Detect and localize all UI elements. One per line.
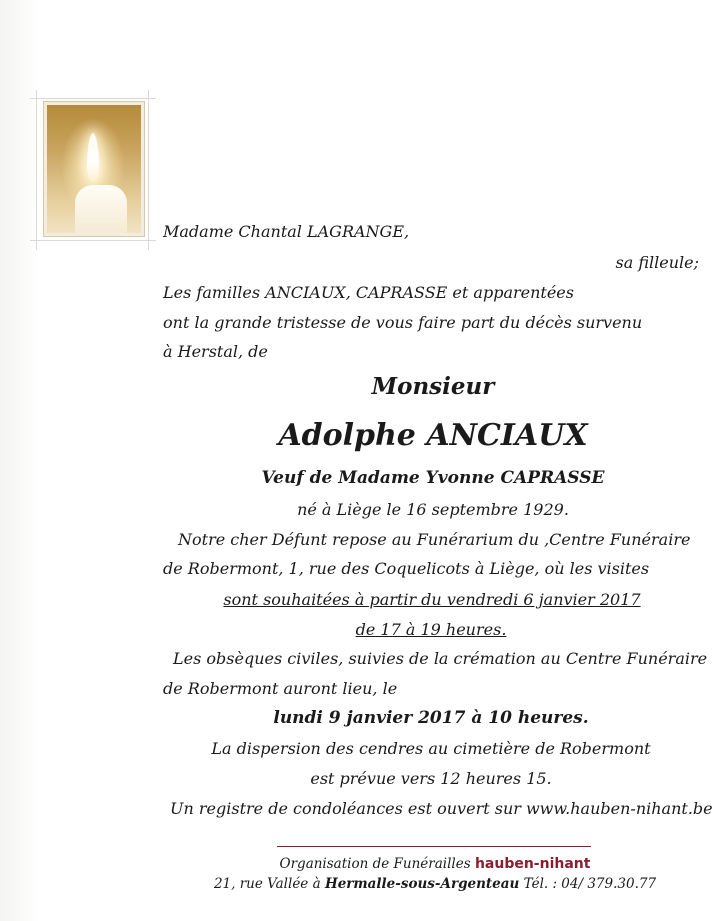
sorrow-line: ont la grande tristesse de vous faire part du décès survenu xyxy=(163,313,643,332)
dispersion-line-1: La dispersion des cendres au cimetière de Robermont xyxy=(211,739,651,758)
funeral-date: lundi 9 janvier 2017 à 10 heures. xyxy=(273,708,589,728)
registry-line: Un registre de condoléances est ouvert sur www.hauben-nihant.be xyxy=(170,799,713,818)
deceased-name: Adolphe ANCIAUX xyxy=(278,418,588,453)
dispersion-line-2: est prévue vers 12 heures 15. xyxy=(310,769,552,788)
footer-address xyxy=(0,876,717,892)
funeral-line-2: de Robermont auront lieu, le xyxy=(163,679,398,698)
funeral-line-1: Les obsèques civiles, suivies de la crémation au Centre Funéraire xyxy=(173,649,708,668)
announcer-name: Madame Chantal LAGRANGE, xyxy=(163,222,410,241)
widower-line: Veuf de Madame Yvonne CAPRASSE xyxy=(261,468,605,488)
visits-line-2: de 17 à 19 heures. xyxy=(355,620,507,639)
candle-wax xyxy=(75,185,127,235)
footer-divider xyxy=(277,846,591,847)
place-line: à Herstal, de xyxy=(163,342,268,361)
announcer-relation: sa filleule; xyxy=(615,253,699,272)
birth-line: né à Liège le 16 septembre 1929. xyxy=(297,500,569,519)
repose-line-1: Notre cher Défunt repose au Funérarium du ,Centre Funéraire xyxy=(178,530,691,549)
footer-address-city: Hermalle-sous-Argenteau xyxy=(324,876,520,892)
footer-org-label: Organisation de Funérailles xyxy=(279,856,471,872)
candle-card xyxy=(30,90,156,250)
brand-logo: hauben-nihant xyxy=(474,856,591,872)
visits-line-1: sont souhaitées à partir du vendredi 6 janvier 2017 xyxy=(223,590,641,609)
candle-icon xyxy=(44,102,144,236)
footer-phone: Tél. : 04/ 379.30.77 xyxy=(523,876,657,892)
deceased-title: Monsieur xyxy=(371,373,495,400)
footer-address-prefix: 21, rue Vallée à xyxy=(213,876,321,892)
footer-organisation xyxy=(0,856,717,872)
repose-line-2: de Robermont, 1, rue des Coquelicots à Liège, où les visites xyxy=(163,559,650,578)
families-line: Les familles ANCIAUX, CAPRASSE et apparentées xyxy=(163,283,574,302)
